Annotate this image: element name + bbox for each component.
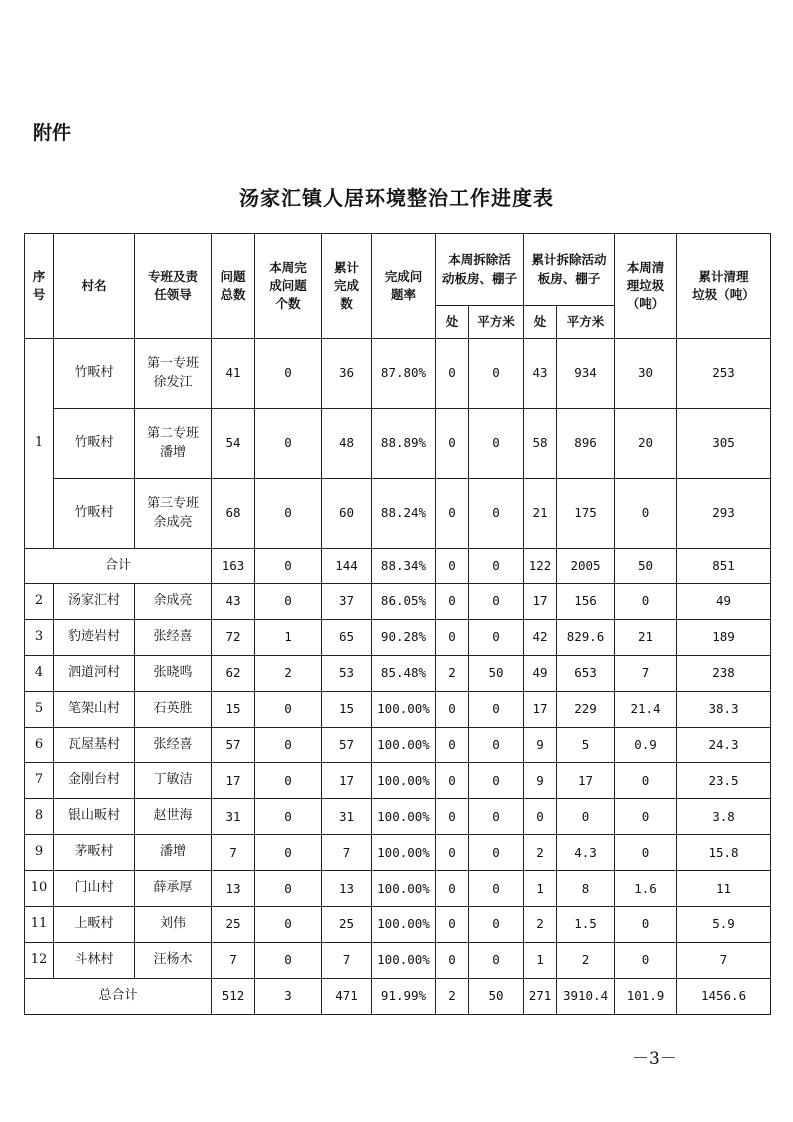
cell-week-done: 0: [255, 409, 322, 479]
cell-cd-place: 42: [524, 619, 557, 655]
cell-wg: 21.4: [615, 691, 677, 727]
table-row: [25, 907, 771, 943]
subheader-week-place: 处: [436, 306, 469, 339]
table-row: [25, 409, 771, 479]
cell-cum-done: 17: [322, 763, 372, 799]
cell-total: 163: [212, 549, 255, 584]
cell-cd-area: 17: [557, 763, 615, 799]
cell-wd-place: 2: [436, 655, 469, 691]
cell-wg: 0: [615, 584, 677, 620]
cell-wd-area: 0: [469, 549, 524, 584]
cell-leader: 第一专班 徐发江: [135, 339, 212, 409]
table-row: [25, 799, 771, 835]
table-row: [25, 584, 771, 620]
cell-wd-area: 50: [469, 655, 524, 691]
cell-cum-done: 36: [322, 339, 372, 409]
cell-cum-done: 7: [322, 835, 372, 871]
cell-wd-area: 0: [469, 763, 524, 799]
cell-total: 68: [212, 479, 255, 549]
cell-wd-area: 0: [469, 691, 524, 727]
cell-seq: 4: [25, 655, 54, 691]
page-number: －3－: [632, 1049, 677, 1069]
cell-cd-area: 8: [557, 871, 615, 907]
header-rate: 完成问 题率: [372, 234, 436, 339]
cell-rate: 88.24%: [372, 479, 436, 549]
cell-seq: 9: [25, 835, 54, 871]
cell-wd-place: 0: [436, 835, 469, 871]
cell-week-done: 0: [255, 727, 322, 763]
cell-week-done: 0: [255, 942, 322, 978]
header-week-demolish: 本周拆除活 动板房、棚子: [436, 234, 524, 306]
cell-cum-done: 15: [322, 691, 372, 727]
cell-cd-place: 1: [524, 871, 557, 907]
cell-cd-place: 0: [524, 799, 557, 835]
cell-total: 25: [212, 907, 255, 943]
cell-village: 金刚台村: [54, 763, 135, 799]
table-row: [25, 619, 771, 655]
cell-cd-area: 156: [557, 584, 615, 620]
cell-total: 7: [212, 942, 255, 978]
cell-wd-place: 0: [436, 871, 469, 907]
cell-cg: 293: [677, 479, 771, 549]
table-row: [25, 655, 771, 691]
cell-cg: 7: [677, 942, 771, 978]
cell-leader: 丁敏洁: [135, 763, 212, 799]
cell-seq: 2: [25, 584, 54, 620]
cell-cum-done: 144: [322, 549, 372, 584]
cell-cd-area: 0: [557, 799, 615, 835]
cell-village: 竹畈村: [54, 409, 135, 479]
cell-seq: 12: [25, 942, 54, 978]
cell-week-done: 0: [255, 871, 322, 907]
cell-rate: 100.00%: [372, 727, 436, 763]
cell-wg: 0: [615, 799, 677, 835]
cell-cd-place: 21: [524, 479, 557, 549]
table-row: [25, 763, 771, 799]
cell-village: 瓦屋基村: [54, 727, 135, 763]
subheader-cum-place: 处: [524, 306, 557, 339]
cell-wg: 50: [615, 549, 677, 584]
cell-cd-area: 934: [557, 339, 615, 409]
cell-cg: 24.3: [677, 727, 771, 763]
cell-cum-done: 37: [322, 584, 372, 620]
cell-rate: 100.00%: [372, 871, 436, 907]
cell-rate: 100.00%: [372, 907, 436, 943]
cell-leader: 刘伟: [135, 907, 212, 943]
cell-leader: 潘增: [135, 835, 212, 871]
header-cum-garbage: 累计清理 垃圾（吨）: [677, 234, 771, 339]
cell-total: 72: [212, 619, 255, 655]
header-total: 问题 总数: [212, 234, 255, 339]
cell-leader: 张经喜: [135, 619, 212, 655]
cell-rate: 100.00%: [372, 835, 436, 871]
cell-seq: 7: [25, 763, 54, 799]
cell-cd-place: 17: [524, 584, 557, 620]
cell-village: 泗道河村: [54, 655, 135, 691]
cell-cg: 253: [677, 339, 771, 409]
cell-rate: 90.28%: [372, 619, 436, 655]
cell-wd-place: 0: [436, 619, 469, 655]
header-week-done: 本周完 成问题 个数: [255, 234, 322, 339]
cell-week-done: 0: [255, 691, 322, 727]
cell-wg: 0: [615, 763, 677, 799]
cell-week-done: 0: [255, 763, 322, 799]
cell-cg: 15.8: [677, 835, 771, 871]
cell-cd-place: 9: [524, 763, 557, 799]
cell-village: 上畈村: [54, 907, 135, 943]
cell-week-done: 0: [255, 907, 322, 943]
cell-rate: 100.00%: [372, 942, 436, 978]
cell-cg: 1456.6: [677, 978, 771, 1014]
cell-week-done: 1: [255, 619, 322, 655]
cell-cd-area: 2: [557, 942, 615, 978]
cell-cum-done: 65: [322, 619, 372, 655]
cell-wd-area: 0: [469, 584, 524, 620]
cell-week-done: 0: [255, 799, 322, 835]
cell-wg: 7: [615, 655, 677, 691]
cell-wd-place: 0: [436, 691, 469, 727]
cell-total: 57: [212, 727, 255, 763]
subheader-cum-area: 平方米: [557, 306, 615, 339]
cell-wd-area: 0: [469, 479, 524, 549]
cell-total: 7: [212, 835, 255, 871]
cell-cd-area: 2005: [557, 549, 615, 584]
cell-cum-done: 13: [322, 871, 372, 907]
cell-wd-area: 0: [469, 339, 524, 409]
table-body: [25, 339, 771, 1015]
cell-seq: 10: [25, 871, 54, 907]
cell-total: 512: [212, 978, 255, 1014]
cell-wd-area: 0: [469, 799, 524, 835]
cell-wd-place: 0: [436, 799, 469, 835]
cell-cg: 23.5: [677, 763, 771, 799]
cell-total: 43: [212, 584, 255, 620]
cell-wd-area: 0: [469, 907, 524, 943]
cell-cum-done: 471: [322, 978, 372, 1014]
cell-cd-place: 49: [524, 655, 557, 691]
cell-cd-area: 1.5: [557, 907, 615, 943]
cell-wg: 21: [615, 619, 677, 655]
document-title: 汤家汇镇人居环境整治工作进度表: [239, 186, 554, 210]
header-village: 村名: [54, 234, 135, 339]
cell-wg: 30: [615, 339, 677, 409]
table-row: [25, 727, 771, 763]
header-leader: 专班及责 任领导: [135, 234, 212, 339]
table-row: [25, 691, 771, 727]
cell-total: 31: [212, 799, 255, 835]
cell-leader: 薛承厚: [135, 871, 212, 907]
cell-wd-area: 0: [469, 619, 524, 655]
cell-cd-area: 653: [557, 655, 615, 691]
cell-village: 豹迹岩村: [54, 619, 135, 655]
table-row: [25, 339, 771, 409]
cell-wg: 1.6: [615, 871, 677, 907]
header-cum-demolish: 累计拆除活动 板房、棚子: [524, 234, 615, 306]
cell-week-done: 0: [255, 339, 322, 409]
cell-rate: 100.00%: [372, 691, 436, 727]
cell-total: 54: [212, 409, 255, 479]
cell-cd-area: 4.3: [557, 835, 615, 871]
cell-week-done: 3: [255, 978, 322, 1014]
cell-cd-place: 43: [524, 339, 557, 409]
cell-total: 41: [212, 339, 255, 409]
cell-rate: 88.34%: [372, 549, 436, 584]
cell-cd-area: 5: [557, 727, 615, 763]
cell-total: 62: [212, 655, 255, 691]
cell-cd-place: 271: [524, 978, 557, 1014]
cell-cum-done: 48: [322, 409, 372, 479]
cell-cd-area: 829.6: [557, 619, 615, 655]
cell-village: 门山村: [54, 871, 135, 907]
cell-wd-area: 0: [469, 871, 524, 907]
cell-village: 银山畈村: [54, 799, 135, 835]
cell-wg: 0: [615, 835, 677, 871]
header-week-garbage: 本周清 理垃圾 （吨）: [615, 234, 677, 339]
cell-village: 竹畈村: [54, 479, 135, 549]
header-row: [25, 234, 771, 306]
cell-wd-area: 0: [469, 835, 524, 871]
cell-subtotal-label: 合计: [25, 549, 212, 584]
cell-wd-place: 0: [436, 763, 469, 799]
table-row: [25, 479, 771, 549]
cell-wg: 0.9: [615, 727, 677, 763]
cell-wd-place: 0: [436, 727, 469, 763]
cell-total: 15: [212, 691, 255, 727]
cell-cd-place: 2: [524, 835, 557, 871]
cell-cum-done: 31: [322, 799, 372, 835]
cell-wd-place: 0: [436, 549, 469, 584]
table-row: [25, 942, 771, 978]
cell-rate: 100.00%: [372, 763, 436, 799]
table-row: [25, 835, 771, 871]
cell-wg: 0: [615, 907, 677, 943]
cell-cd-place: 1: [524, 942, 557, 978]
cell-wd-place: 0: [436, 409, 469, 479]
cell-cum-done: 60: [322, 479, 372, 549]
cell-cg: 3.8: [677, 799, 771, 835]
cell-wg: 0: [615, 942, 677, 978]
cell-cg: 851: [677, 549, 771, 584]
subheader-week-area: 平方米: [469, 306, 524, 339]
cell-cd-place: 17: [524, 691, 557, 727]
cell-wd-place: 0: [436, 584, 469, 620]
cell-leader: 张晓鸣: [135, 655, 212, 691]
cell-leader: 第三专班 余成亮: [135, 479, 212, 549]
cell-wd-area: 50: [469, 978, 524, 1014]
cell-seq: 6: [25, 727, 54, 763]
cell-cd-area: 3910.4: [557, 978, 615, 1014]
cell-cd-area: 229: [557, 691, 615, 727]
cell-cd-place: 9: [524, 727, 557, 763]
cell-village: 竹畈村: [54, 339, 135, 409]
cell-cg: 38.3: [677, 691, 771, 727]
cell-cg: 189: [677, 619, 771, 655]
cell-leader: 张经喜: [135, 727, 212, 763]
progress-table: [24, 233, 771, 1015]
header-cum-done: 累计 完成 数: [322, 234, 372, 339]
cell-wd-place: 0: [436, 339, 469, 409]
cell-cum-done: 25: [322, 907, 372, 943]
cell-village: 斗林村: [54, 942, 135, 978]
cell-wd-place: 0: [436, 479, 469, 549]
cell-cd-place: 2: [524, 907, 557, 943]
cell-wd-area: 0: [469, 727, 524, 763]
cell-rate: 87.80%: [372, 339, 436, 409]
cell-cd-place: 58: [524, 409, 557, 479]
cell-cum-done: 7: [322, 942, 372, 978]
cell-cg: 305: [677, 409, 771, 479]
subtotal-row: [25, 549, 771, 584]
cell-wd-area: 0: [469, 409, 524, 479]
cell-leader: 石英胜: [135, 691, 212, 727]
cell-grand-total-label: 总合计: [25, 978, 212, 1014]
cell-wd-area: 0: [469, 942, 524, 978]
cell-wd-place: 0: [436, 907, 469, 943]
cell-cg: 238: [677, 655, 771, 691]
cell-rate: 91.99%: [372, 978, 436, 1014]
cell-cg: 11: [677, 871, 771, 907]
cell-wd-place: 2: [436, 978, 469, 1014]
cell-cd-place: 122: [524, 549, 557, 584]
cell-week-done: 0: [255, 549, 322, 584]
cell-rate: 88.89%: [372, 409, 436, 479]
cell-wd-place: 0: [436, 942, 469, 978]
cell-rate: 86.05%: [372, 584, 436, 620]
cell-leader: 汪杨木: [135, 942, 212, 978]
cell-village: 汤家汇村: [54, 584, 135, 620]
cell-week-done: 2: [255, 655, 322, 691]
cell-cum-done: 57: [322, 727, 372, 763]
cell-seq: 3: [25, 619, 54, 655]
cell-rate: 85.48%: [372, 655, 436, 691]
cell-rate: 100.00%: [372, 799, 436, 835]
cell-wg: 20: [615, 409, 677, 479]
attachment-label: 附件: [33, 122, 72, 144]
cell-seq: 1: [25, 339, 54, 549]
cell-week-done: 0: [255, 835, 322, 871]
cell-cd-area: 175: [557, 479, 615, 549]
cell-seq: 8: [25, 799, 54, 835]
grand-total-row: [25, 978, 771, 1014]
cell-wg: 0: [615, 479, 677, 549]
cell-seq: 11: [25, 907, 54, 943]
cell-seq: 5: [25, 691, 54, 727]
cell-week-done: 0: [255, 584, 322, 620]
cell-cg: 49: [677, 584, 771, 620]
cell-cd-area: 896: [557, 409, 615, 479]
cell-leader: 第二专班 潘增: [135, 409, 212, 479]
cell-total: 17: [212, 763, 255, 799]
cell-wg: 101.9: [615, 978, 677, 1014]
cell-total: 13: [212, 871, 255, 907]
cell-cg: 5.9: [677, 907, 771, 943]
cell-leader: 余成亮: [135, 584, 212, 620]
cell-village: 笔架山村: [54, 691, 135, 727]
cell-cum-done: 53: [322, 655, 372, 691]
table-row: [25, 871, 771, 907]
cell-village: 茅畈村: [54, 835, 135, 871]
cell-week-done: 0: [255, 479, 322, 549]
header-seq: 序 号: [25, 234, 54, 339]
cell-leader: 赵世海: [135, 799, 212, 835]
